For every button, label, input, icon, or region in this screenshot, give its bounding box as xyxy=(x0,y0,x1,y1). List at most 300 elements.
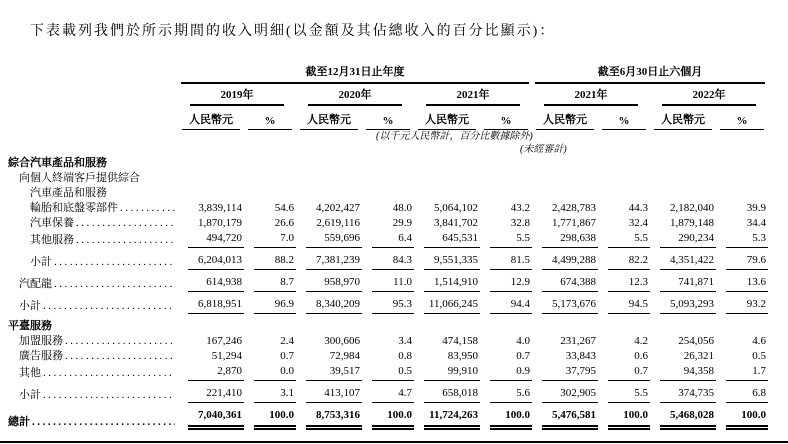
year-header-2020 xyxy=(296,84,414,106)
table-row xyxy=(8,364,768,381)
unaudited-note-cell xyxy=(8,143,768,156)
cell-value: 5.3 xyxy=(726,231,768,248)
cell-value: 54.6 xyxy=(274,202,294,214)
value-cell xyxy=(532,248,598,270)
row-label: 汽車保養 xyxy=(30,217,74,229)
value-cell xyxy=(650,349,716,364)
value-cell xyxy=(414,349,480,364)
units-note-row xyxy=(8,130,768,143)
period-header-interim-label: 截至6月30日止六個月 xyxy=(535,63,765,84)
value-cell xyxy=(244,334,296,349)
value-cell xyxy=(178,349,244,364)
cell-value: 1,879,148 xyxy=(670,217,714,229)
value-cell xyxy=(362,334,414,349)
cell-value xyxy=(608,171,650,186)
row-label-cell xyxy=(8,349,178,364)
value-cell xyxy=(296,349,362,364)
value-cell xyxy=(480,186,532,201)
value-cell xyxy=(480,156,532,171)
value-cell xyxy=(480,314,532,334)
cell-value: 5.5 xyxy=(608,386,650,403)
cell-value: 645,531 xyxy=(424,231,480,248)
percent-header: % xyxy=(480,106,532,130)
cell-value: 100.0 xyxy=(490,408,532,430)
value-cell xyxy=(532,201,598,216)
cell-value xyxy=(306,156,362,171)
value-cell xyxy=(716,201,768,216)
cell-value xyxy=(608,319,650,334)
value-cell xyxy=(244,364,296,381)
cell-value: 4,202,427 xyxy=(316,202,360,214)
cell-value: 0.7 xyxy=(608,364,650,381)
value-cell xyxy=(414,248,480,270)
value-cell xyxy=(716,216,768,231)
cell-value: 298,638 xyxy=(542,231,598,248)
cell-value: 100.0 xyxy=(608,408,650,430)
cell-value: 12.9 xyxy=(490,275,532,292)
cell-value: 559,696 xyxy=(306,231,362,248)
cell-value: 3.4 xyxy=(398,335,412,347)
row-label-cell xyxy=(8,270,178,292)
cell-value: 33,843 xyxy=(565,350,596,362)
percent-header: % xyxy=(362,106,414,130)
row-label-cell xyxy=(8,201,178,216)
cell-value xyxy=(660,171,716,186)
row-label: 向個人終端客戶提供綜合 xyxy=(19,172,140,184)
dot-leader xyxy=(54,277,175,292)
value-cell xyxy=(650,292,716,314)
period-header-row xyxy=(8,62,768,84)
cell-value xyxy=(254,171,296,186)
table-row xyxy=(8,248,768,270)
value-cell xyxy=(414,381,480,403)
cell-value: 413,107 xyxy=(306,386,362,403)
cell-value: 93.2 xyxy=(726,297,768,314)
cell-value: 7,040,361 xyxy=(188,408,244,430)
row-label: 綜合汽車產品和服務 xyxy=(8,157,107,169)
cell-value: 374,735 xyxy=(660,386,716,403)
cell-value xyxy=(660,156,716,171)
value-cell xyxy=(414,201,480,216)
value-cell xyxy=(480,381,532,403)
cell-value: 674,388 xyxy=(542,275,598,292)
value-cell xyxy=(532,334,598,349)
value-cell xyxy=(178,248,244,270)
cell-value: 5,468,028 xyxy=(660,408,716,430)
value-cell xyxy=(362,171,414,186)
cell-value: 12.3 xyxy=(608,275,650,292)
value-cell xyxy=(414,364,480,381)
cell-value: 11,724,263 xyxy=(424,408,480,430)
value-cell xyxy=(362,216,414,231)
amount-unit-header: 人民幣元 xyxy=(414,106,480,130)
value-cell xyxy=(362,201,414,216)
cell-value: 83,950 xyxy=(447,350,478,362)
cell-value: 79.6 xyxy=(726,253,768,270)
cell-value: 1.7 xyxy=(726,364,768,381)
value-cell xyxy=(178,334,244,349)
value-cell xyxy=(716,334,768,349)
row-label: 其他服務 xyxy=(30,234,74,246)
cell-value: 26.6 xyxy=(274,217,294,229)
cell-value xyxy=(490,319,532,334)
table-row xyxy=(8,156,768,171)
cell-value: 5,173,676 xyxy=(542,297,598,314)
page-bottom-border xyxy=(0,441,788,443)
value-cell xyxy=(650,216,716,231)
value-cell xyxy=(244,231,296,248)
cell-value: 4.2 xyxy=(634,335,648,347)
value-cell xyxy=(650,314,716,334)
cell-value: 4.0 xyxy=(516,335,530,347)
value-cell xyxy=(532,381,598,403)
value-cell xyxy=(414,292,480,314)
cell-value: 6.4 xyxy=(372,231,414,248)
value-cell xyxy=(480,292,532,314)
value-cell xyxy=(598,403,650,430)
value-cell xyxy=(532,216,598,231)
dot-leader xyxy=(76,216,175,231)
row-label: 輪胎和底盤零部件 xyxy=(30,202,118,214)
dot-leader xyxy=(32,415,175,430)
value-cell xyxy=(532,186,598,201)
table-row xyxy=(8,381,768,403)
row-label: 廣告服務 xyxy=(19,350,63,362)
cell-value xyxy=(188,319,244,334)
cell-value xyxy=(726,186,768,201)
cell-value xyxy=(542,319,598,334)
value-cell xyxy=(362,381,414,403)
cell-value: 8.7 xyxy=(254,275,296,292)
cell-value: 82.2 xyxy=(608,253,650,270)
cell-value xyxy=(424,186,480,201)
year-header-label: 2019年 xyxy=(190,86,284,106)
row-label-cell xyxy=(8,381,178,403)
cell-value: 0.7 xyxy=(516,350,530,362)
period-header-annual xyxy=(178,62,532,84)
year-header-2021 xyxy=(414,84,532,106)
value-cell xyxy=(716,231,768,248)
unit-header-row xyxy=(8,106,768,130)
value-cell xyxy=(296,292,362,314)
cell-value xyxy=(306,319,362,334)
unaudited-note-row xyxy=(8,143,768,156)
cell-value: 290,234 xyxy=(660,231,716,248)
table-row xyxy=(8,201,768,216)
cell-value xyxy=(188,156,244,171)
cell-value xyxy=(542,171,598,186)
value-cell xyxy=(362,314,414,334)
value-cell xyxy=(650,231,716,248)
value-cell xyxy=(244,248,296,270)
value-cell xyxy=(480,270,532,292)
header-spacer xyxy=(8,62,178,84)
cell-value: 231,267 xyxy=(560,335,596,347)
cell-value xyxy=(424,156,480,171)
percent-header: % xyxy=(716,106,768,130)
value-cell xyxy=(716,364,768,381)
value-cell xyxy=(244,216,296,231)
cell-value: 88.2 xyxy=(254,253,296,270)
value-cell xyxy=(598,171,650,186)
table-row xyxy=(8,270,768,292)
value-cell xyxy=(716,248,768,270)
value-cell xyxy=(414,403,480,430)
units-note-cell xyxy=(8,130,768,143)
cell-value: 302,905 xyxy=(542,386,598,403)
cell-value: 0.6 xyxy=(634,350,648,362)
value-cell xyxy=(414,216,480,231)
value-cell xyxy=(480,248,532,270)
row-label-cell xyxy=(8,248,178,270)
row-label: 汽配龍 xyxy=(19,278,52,290)
value-cell xyxy=(598,381,650,403)
cell-value: 167,246 xyxy=(206,335,242,347)
value-cell xyxy=(178,292,244,314)
cell-value: 474,158 xyxy=(442,335,478,347)
cell-value: 43.2 xyxy=(510,202,530,214)
table-row xyxy=(8,186,768,201)
value-cell xyxy=(244,403,296,430)
cell-value: 3.1 xyxy=(254,386,296,403)
value-cell xyxy=(178,171,244,186)
cell-value: 34.4 xyxy=(746,217,766,229)
row-label-cell xyxy=(8,231,178,248)
cell-value: 4.7 xyxy=(372,386,414,403)
cell-value: 32.8 xyxy=(510,217,530,229)
value-cell xyxy=(598,292,650,314)
dot-leader xyxy=(43,299,175,314)
value-cell xyxy=(178,186,244,201)
value-cell xyxy=(598,364,650,381)
value-cell xyxy=(296,381,362,403)
revenue-table-wrap xyxy=(8,62,768,430)
value-cell xyxy=(532,364,598,381)
cell-value: 99,910 xyxy=(424,364,480,381)
cell-value: 100.0 xyxy=(254,408,296,430)
cell-value: 658,018 xyxy=(424,386,480,403)
amount-unit-header: 人民幣元 xyxy=(296,106,362,130)
value-cell xyxy=(532,349,598,364)
value-cell xyxy=(414,231,480,248)
cell-value xyxy=(726,319,768,334)
cell-value: 221,410 xyxy=(188,386,244,403)
table-row xyxy=(8,231,768,248)
value-cell xyxy=(296,403,362,430)
cell-value: 9,551,335 xyxy=(424,253,480,270)
cell-value: 11,066,245 xyxy=(424,297,480,314)
value-cell xyxy=(598,248,650,270)
table-row xyxy=(8,216,768,231)
cell-value: 94.5 xyxy=(608,297,650,314)
row-label: 其他 xyxy=(19,367,41,379)
row-label-cell xyxy=(8,314,178,334)
cell-value: 2,870 xyxy=(188,364,244,381)
row-label-cell xyxy=(8,334,178,349)
value-cell xyxy=(296,156,362,171)
value-cell xyxy=(650,156,716,171)
cell-value: 0.9 xyxy=(490,364,532,381)
value-cell xyxy=(362,270,414,292)
value-cell xyxy=(362,186,414,201)
cell-value xyxy=(372,186,414,201)
value-cell xyxy=(480,216,532,231)
value-cell xyxy=(716,403,768,430)
cell-value xyxy=(372,156,414,171)
cell-value xyxy=(254,156,296,171)
unaudited-note: (未經審計) xyxy=(520,144,567,155)
cell-value: 0.7 xyxy=(280,350,294,362)
row-label-cell xyxy=(8,156,178,171)
dot-leader xyxy=(120,201,175,216)
year-header-label: 2022年 xyxy=(662,86,756,106)
value-cell xyxy=(178,231,244,248)
row-label-cell xyxy=(8,216,178,231)
cell-value xyxy=(660,319,716,334)
value-cell xyxy=(716,292,768,314)
cell-value xyxy=(542,186,598,201)
value-cell xyxy=(178,314,244,334)
dot-leader xyxy=(76,233,175,248)
value-cell xyxy=(598,334,650,349)
cell-value: 3,841,702 xyxy=(434,217,478,229)
cell-value: 37,795 xyxy=(542,364,598,381)
dot-leader xyxy=(43,388,175,403)
value-cell xyxy=(244,292,296,314)
value-cell xyxy=(716,349,768,364)
cell-value xyxy=(254,319,296,334)
value-cell xyxy=(296,216,362,231)
table-row xyxy=(8,334,768,349)
cell-value: 5,093,293 xyxy=(660,297,716,314)
value-cell xyxy=(296,171,362,186)
cell-value: 4,351,422 xyxy=(660,253,716,270)
cell-value: 95.3 xyxy=(372,297,414,314)
value-cell xyxy=(178,364,244,381)
cell-value: 96.9 xyxy=(254,297,296,314)
dot-leader xyxy=(43,366,175,381)
cell-value: 5.5 xyxy=(490,231,532,248)
cell-value xyxy=(726,156,768,171)
value-cell xyxy=(716,381,768,403)
cell-value: 2.4 xyxy=(280,335,294,347)
value-cell xyxy=(296,186,362,201)
value-cell xyxy=(650,186,716,201)
year-header-2022-interim xyxy=(650,84,768,106)
value-cell xyxy=(362,364,414,381)
dot-leader xyxy=(65,349,175,364)
cell-value: 48.0 xyxy=(392,202,412,214)
header-spacer xyxy=(8,106,178,130)
value-cell xyxy=(414,171,480,186)
cell-value: 39.9 xyxy=(746,202,766,214)
value-cell xyxy=(296,314,362,334)
cell-value xyxy=(188,171,244,186)
value-cell xyxy=(296,201,362,216)
table-row xyxy=(8,349,768,364)
value-cell xyxy=(244,186,296,201)
row-label: 總計 xyxy=(8,416,30,428)
value-cell xyxy=(716,270,768,292)
cell-value: 13.6 xyxy=(726,275,768,292)
table-row xyxy=(8,292,768,314)
cell-value: 84.3 xyxy=(372,253,414,270)
year-header-label: 2020年 xyxy=(308,86,402,106)
value-cell xyxy=(414,186,480,201)
value-cell xyxy=(650,248,716,270)
cell-value: 0.0 xyxy=(254,364,296,381)
row-label-cell xyxy=(8,364,178,381)
cell-value: 8,340,209 xyxy=(306,297,362,314)
cell-value: 44.3 xyxy=(628,202,648,214)
row-label-cell xyxy=(8,292,178,314)
cell-value: 39,517 xyxy=(306,364,362,381)
amount-unit-header: 人民幣元 xyxy=(178,106,244,130)
cell-value xyxy=(608,186,650,201)
value-cell xyxy=(532,292,598,314)
cell-value xyxy=(490,186,532,201)
cell-value: 81.5 xyxy=(490,253,532,270)
value-cell xyxy=(296,364,362,381)
value-cell xyxy=(650,171,716,186)
cell-value xyxy=(490,156,532,171)
row-label: 加盟服務 xyxy=(19,335,63,347)
value-cell xyxy=(532,403,598,430)
cell-value: 6,818,951 xyxy=(188,297,244,314)
percent-header: % xyxy=(244,106,296,130)
period-header-interim xyxy=(532,62,768,84)
value-cell xyxy=(532,171,598,186)
page-title: 下表載列我們於所示期間的收入明細(以金額及其佔總收入的百分比顯示)： xyxy=(30,24,556,39)
cell-value: 5,476,581 xyxy=(542,408,598,430)
cell-value: 6.8 xyxy=(726,386,768,403)
value-cell xyxy=(178,403,244,430)
value-cell xyxy=(650,403,716,430)
cell-value: 100.0 xyxy=(726,408,768,430)
cell-value: 5,064,102 xyxy=(434,202,478,214)
cell-value: 1,514,910 xyxy=(424,275,480,292)
units-note: (以千元人民幣計，百分比數據除外) xyxy=(376,131,533,142)
value-cell xyxy=(414,314,480,334)
cell-value: 0.8 xyxy=(398,350,412,362)
cell-value xyxy=(608,156,650,171)
table-row xyxy=(8,314,768,334)
value-cell xyxy=(480,364,532,381)
year-header-row xyxy=(8,84,768,106)
value-cell xyxy=(598,156,650,171)
cell-value: 300,606 xyxy=(324,335,360,347)
period-header-annual-label: 截至12月31日止年度 xyxy=(181,63,529,84)
value-cell xyxy=(650,270,716,292)
cell-value: 11.0 xyxy=(372,275,414,292)
value-cell xyxy=(296,270,362,292)
cell-value xyxy=(188,186,244,201)
cell-value: 0.5 xyxy=(752,350,766,362)
value-cell xyxy=(716,186,768,201)
value-cell xyxy=(178,270,244,292)
percent-header: % xyxy=(598,106,650,130)
cell-value: 5.6 xyxy=(490,386,532,403)
value-cell xyxy=(244,314,296,334)
value-cell xyxy=(532,314,598,334)
year-header-2019 xyxy=(178,84,296,106)
value-cell xyxy=(362,231,414,248)
amount-unit-header: 人民幣元 xyxy=(650,106,716,130)
value-cell xyxy=(480,231,532,248)
cell-value xyxy=(306,186,362,201)
cell-value: 72,984 xyxy=(329,350,360,362)
value-cell xyxy=(532,270,598,292)
